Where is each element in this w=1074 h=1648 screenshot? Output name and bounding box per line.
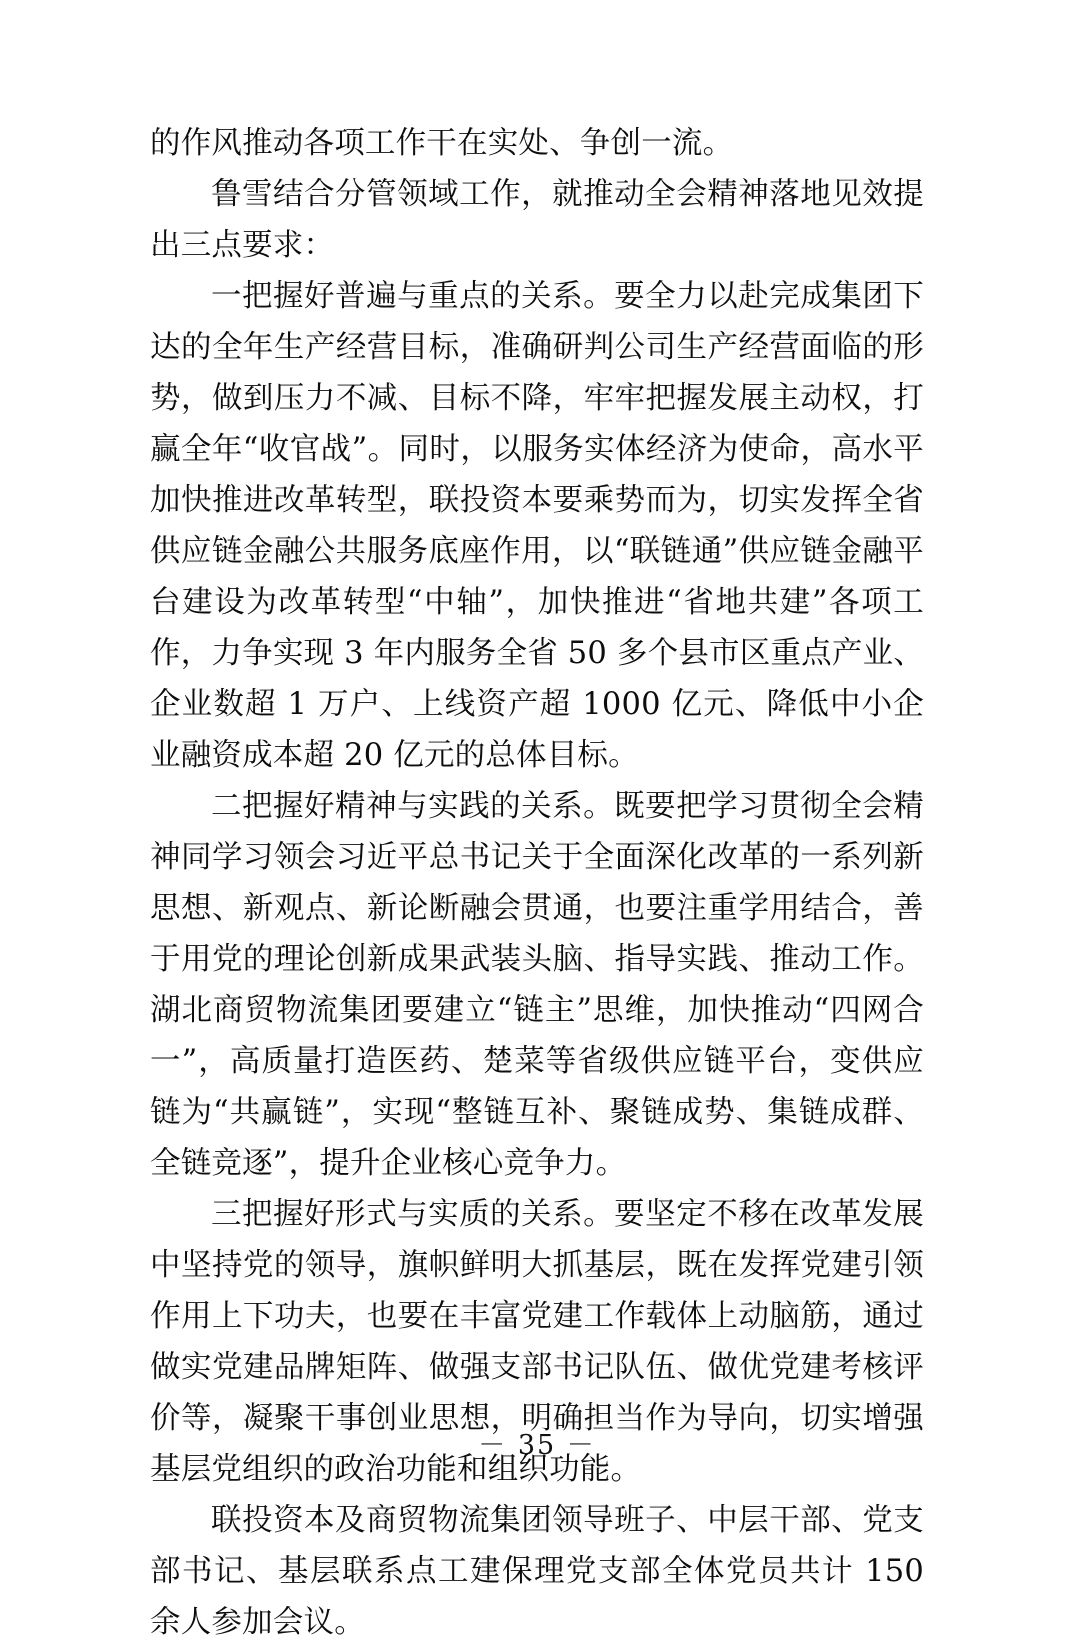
paragraph-point-one: 一把握好普遍与重点的关系。要全力以赴完成集团下达的全年生产经营目标，准确研判公司生产经营面临的形势，做到压力不减、目标不降，牢牢把握发展主动权，打赢全年“收官战”。同时，以服务实体经济为使命，高水平加快推进改革转型，联投资本要乘势而为，切实发挥全省供应链金融公共服务底座作用，以“联链通”供应链金融平台建设为改革转型“中轴”，加快推进“省地共建”各项工作，力争实现 3 年内服务全省 50 多个县市区重点产业、企业数超 1 万户、上线资产超 1000 亿元、降低中小企业融资成本超 20 亿元的总体目标。 (150, 279, 924, 773)
paragraph-point-three: 三把握好形式与实质的关系。要坚定不移在改革发展中坚持党的领导，旗帜鲜明大抓基层，既在发挥党建引领作用上下功夫，也要在丰富党建工作载体上动脑筋，通过做实党建品牌矩阵、做强支部书记队伍、做优党建考核评价等，凝聚干事创业思想，明确担当作为导向，切实增强基层党组织的政治功能和组织功能。 (150, 1197, 924, 1487)
paragraph-point-two: 二把握好精神与实践的关系。既要把学习贯彻全会精神同学习领会习近平总书记关于全面深化改革的一系列新思想、新观点、新论断融会贯通，也要注重学用结合，善于用党的理论创新成果武装头脑、指导实践、推动工作。湖北商贸物流集团要建立“链主”思维，加快推动“四网合一”，高质量打造医药、楚菜等省级供应链平台，变供应链为“共赢链”，实现“整链互补、聚链成势、集链成群、全链竞逐”，提升企业核心竞争力。 (150, 789, 924, 1181)
page-number: － 35 － (478, 1430, 596, 1461)
paragraph-attendance: 联投资本及商贸物流集团领导班子、中层干部、党支部书记、基层联系点工建保理党支部全体党员共计 150 余人参加会议。 (150, 1503, 924, 1640)
paragraph-luxue-intro: 鲁雪结合分管领域工作，就推动全会精神落地见效提出三点要求： (150, 177, 924, 263)
document-body (150, 118, 924, 1648)
paragraph-continuation: 的作风推动各项工作干在实处、争创一流。 (150, 126, 734, 161)
